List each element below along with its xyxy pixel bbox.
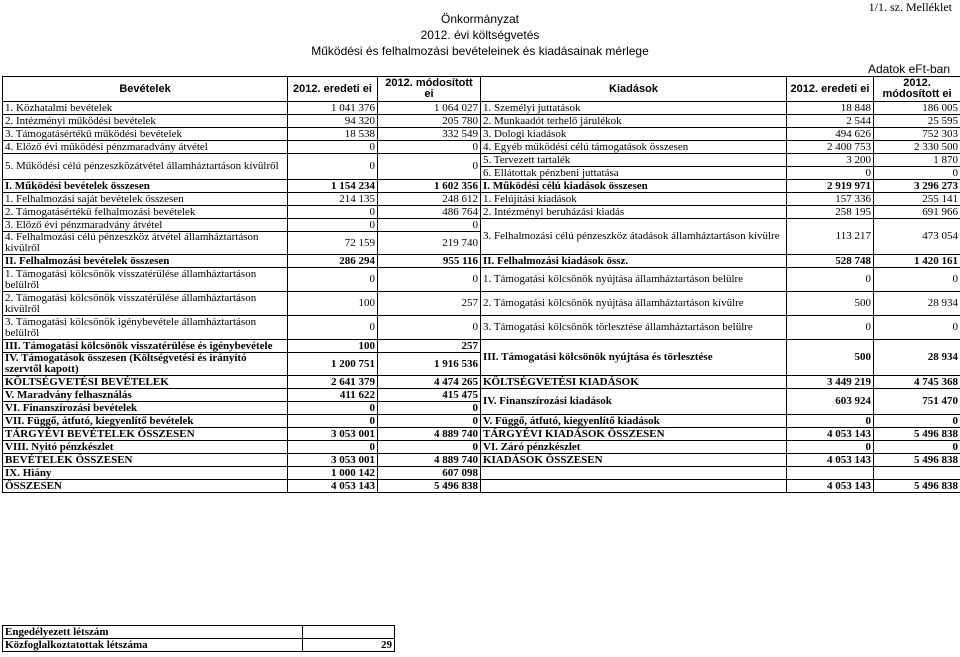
expense-modified: 0	[874, 167, 960, 180]
revenue-modified: 415 475	[378, 389, 481, 402]
table-row	[3, 441, 960, 454]
col-original-estimate: 2012. eredeti ei	[288, 77, 378, 102]
expense-label: 2. Munkaadót terhelő járulékok	[481, 115, 787, 128]
expense-label: 3. Felhalmozási célú pénzeszköz átadások államháztartáson kívülre	[481, 219, 787, 255]
revenue-modified: 607 098	[378, 467, 481, 480]
expense-original: 0	[787, 415, 874, 428]
revenue-label: II. Felhalmozási bevételek összesen	[3, 255, 288, 268]
revenue-label: I. Működési bevételek összesen	[3, 180, 288, 193]
table-row	[3, 292, 960, 316]
table-row	[3, 206, 960, 219]
expense-modified: 25 595	[874, 115, 960, 128]
revenue-label: ÖSSZESEN	[3, 480, 288, 493]
revenue-label: III. Támogatási kölcsönök visszatérülése és igénybevétele	[3, 340, 288, 353]
revenue-label: 2. Támogatási kölcsönök visszatérülése államháztartáson kívülről	[3, 292, 288, 316]
expense-modified	[874, 467, 960, 480]
expense-modified: 4 745 368	[874, 376, 960, 389]
header-budget-year: 2012. évi költségvetés	[420, 28, 540, 42]
table-row	[3, 467, 960, 480]
expense-original: 0	[787, 441, 874, 454]
revenue-label: IX. Hiány	[3, 467, 288, 480]
revenue-modified: 257	[378, 292, 481, 316]
expense-label	[481, 480, 787, 493]
revenue-modified: 248 612	[378, 193, 481, 206]
revenue-label: 5. Működési célú pénzeszközátvétel államháztartáson kívülről	[3, 154, 288, 180]
expense-original: 4 053 143	[787, 428, 874, 441]
expense-modified: 691 966	[874, 206, 960, 219]
expense-original: 113 217	[787, 219, 874, 255]
staff-row-approved	[3, 626, 395, 639]
revenue-original: 0	[288, 206, 378, 219]
revenue-label: VII. Függő, átfutó, kiegyenlítő bevételek	[3, 415, 288, 428]
revenue-modified: 1 064 027	[378, 102, 481, 115]
expense-modified: 2 330 500	[874, 141, 960, 154]
revenue-original: 214 135	[288, 193, 378, 206]
expense-modified: 3 296 273	[874, 180, 960, 193]
revenue-modified: 955 116	[378, 255, 481, 268]
revenue-original: 4 053 143	[288, 480, 378, 493]
expense-modified: 255 141	[874, 193, 960, 206]
revenue-modified: 0	[378, 268, 481, 292]
expense-modified: 5 496 838	[874, 480, 960, 493]
revenue-modified: 4 889 740	[378, 428, 481, 441]
table-row	[3, 340, 960, 353]
staff-approved-value	[303, 626, 395, 639]
expense-original: 4 053 143	[787, 480, 874, 493]
revenue-modified: 0	[378, 141, 481, 154]
expense-label: KÖLTSÉGVETÉSI KIADÁSOK	[481, 376, 787, 389]
staff-row-public-workers	[3, 639, 395, 652]
staff-public-workers-label: Közfoglalkoztatottak létszáma	[3, 639, 303, 652]
expense-original	[787, 467, 874, 480]
unit-label: Adatok eFt-ban	[867, 62, 950, 76]
expense-original: 528 748	[787, 255, 874, 268]
revenue-original: 1 200 751	[288, 353, 378, 376]
revenue-modified: 486 764	[378, 206, 481, 219]
revenue-original: 1 000 142	[288, 467, 378, 480]
table-row	[3, 255, 960, 268]
revenue-modified: 257	[378, 340, 481, 353]
annex-label: 1/1. sz. Melléklet	[868, 0, 952, 14]
revenue-modified: 0	[378, 441, 481, 454]
revenue-original: 100	[288, 292, 378, 316]
revenue-modified: 0	[378, 219, 481, 232]
expense-label: KIADÁSOK ÖSSZESEN	[481, 454, 787, 467]
staff-approved-label: Engedélyezett létszám	[3, 626, 303, 639]
expense-label: 3. Dologi kiadások	[481, 128, 787, 141]
revenue-label: 2. Intézményi működési bevételek	[3, 115, 288, 128]
table-row	[3, 219, 960, 232]
revenue-label: 1. Közhatalmi bevételek	[3, 102, 288, 115]
revenue-label: KÖLTSÉGVETÉSI BEVÉTELEK	[3, 376, 288, 389]
expense-label: 6. Ellátottak pénzbeni juttatása	[481, 167, 787, 180]
table-row	[3, 193, 960, 206]
expense-original: 258 195	[787, 206, 874, 219]
expense-modified: 1 870	[874, 154, 960, 167]
revenue-original: 0	[288, 415, 378, 428]
revenue-original: 18 538	[288, 128, 378, 141]
table-row	[3, 480, 960, 493]
expense-label: I. Működési célú kiadások összesen	[481, 180, 787, 193]
table-row	[3, 454, 960, 467]
expense-label: VI. Záró pénzkészlet	[481, 441, 787, 454]
expense-modified: 473 054	[874, 219, 960, 255]
revenue-modified: 0	[378, 415, 481, 428]
revenue-original: 1 041 376	[288, 102, 378, 115]
expense-modified: 752 303	[874, 128, 960, 141]
table-row	[3, 180, 960, 193]
table-row	[3, 316, 960, 340]
staff-table	[2, 625, 395, 652]
revenue-original: 2 641 379	[288, 376, 378, 389]
revenue-modified: 219 740	[378, 232, 481, 255]
revenue-original: 0	[288, 402, 378, 415]
expense-modified: 186 005	[874, 102, 960, 115]
expense-label: 4. Egyéb működési célú támogatások összesen	[481, 141, 787, 154]
balance-table	[2, 76, 960, 493]
revenue-original: 0	[288, 441, 378, 454]
expense-label: II. Felhalmozási kiadások össz.	[481, 255, 787, 268]
revenue-label: 1. Támogatási kölcsönök visszatérülése államháztartáson belülről	[3, 268, 288, 292]
table-row	[3, 376, 960, 389]
revenue-label: 4. Előző évi működési pénzmaradvány átvétel	[3, 141, 288, 154]
expense-original: 3 449 219	[787, 376, 874, 389]
revenue-original: 3 053 001	[288, 428, 378, 441]
table-header-row	[3, 77, 960, 102]
table-row	[3, 154, 960, 167]
expense-label: 2. Támogatási kölcsönök nyújtása államháztartáson kívülre	[481, 292, 787, 316]
revenue-original: 100	[288, 340, 378, 353]
revenue-label: 3. Előző évi pénzmaradvány átvétel	[3, 219, 288, 232]
expense-original: 500	[787, 340, 874, 376]
expense-label: III. Támogatási kölcsönök nyújtása és törlesztése	[481, 340, 787, 376]
table-row	[3, 389, 960, 402]
expense-original: 4 053 143	[787, 454, 874, 467]
revenue-label: TÁRGYÉVI BEVÉTELEK ÖSSZESEN	[3, 428, 288, 441]
revenue-modified: 332 549	[378, 128, 481, 141]
header-balance-title: Működési és felhalmozási bevételeinek és kiadásainak mérlege	[311, 44, 649, 58]
expense-modified: 5 496 838	[874, 428, 960, 441]
revenue-original: 0	[288, 316, 378, 340]
expense-label: TÁRGYÉVI KIADÁSOK ÖSSZESEN	[481, 428, 787, 441]
revenue-modified: 4 889 740	[378, 454, 481, 467]
col-modified-estimate: 2012. módosított ei	[378, 77, 481, 102]
expense-label: V. Függő, átfutó, kiegyenlítő kiadások	[481, 415, 787, 428]
revenue-modified: 205 780	[378, 115, 481, 128]
revenue-label: 1. Felhalmozási saját bevételek összesen	[3, 193, 288, 206]
expense-label: 5. Tervezett tartalék	[481, 154, 787, 167]
expense-modified: 1 420 161	[874, 255, 960, 268]
revenue-original: 411 622	[288, 389, 378, 402]
expense-modified: 0	[874, 316, 960, 340]
revenue-label: 3. Támogatásértékű működési bevételek	[3, 128, 288, 141]
revenue-original: 0	[288, 141, 378, 154]
expense-original: 603 924	[787, 389, 874, 415]
expense-original: 494 626	[787, 128, 874, 141]
expense-original: 157 336	[787, 193, 874, 206]
table-row	[3, 415, 960, 428]
expense-original: 3 200	[787, 154, 874, 167]
revenue-modified: 4 474 265	[378, 376, 481, 389]
expense-modified: 0	[874, 441, 960, 454]
col-original-estimate-exp: 2012. eredeti ei	[787, 77, 874, 102]
revenue-original: 0	[288, 154, 378, 180]
table-row	[3, 141, 960, 154]
revenue-original: 0	[288, 219, 378, 232]
revenue-modified: 0	[378, 154, 481, 180]
expense-label	[481, 467, 787, 480]
expense-original: 2 544	[787, 115, 874, 128]
col-expenses: Kiadások	[481, 77, 787, 102]
table-row	[3, 268, 960, 292]
revenue-original: 72 159	[288, 232, 378, 255]
table-row	[3, 115, 960, 128]
expense-modified: 0	[874, 415, 960, 428]
expense-original: 500	[787, 292, 874, 316]
revenue-label: IV. Támogatások összesen (Költségvetési és irányító szervtől kapott)	[3, 353, 288, 376]
revenue-label: BEVÉTELEK ÖSSZESEN	[3, 454, 288, 467]
expense-original: 0	[787, 268, 874, 292]
revenue-label: V. Maradvány felhasználás	[3, 389, 288, 402]
revenue-original: 94 320	[288, 115, 378, 128]
revenue-original: 286 294	[288, 255, 378, 268]
staff-public-workers-value: 29	[303, 639, 395, 652]
table-row	[3, 102, 960, 115]
expense-modified: 751 470	[874, 389, 960, 415]
header-municipality: Önkormányzat	[440, 12, 520, 26]
revenue-modified: 0	[378, 402, 481, 415]
revenue-original: 3 053 001	[288, 454, 378, 467]
revenue-modified: 1 916 536	[378, 353, 481, 376]
revenue-original: 0	[288, 268, 378, 292]
expense-label: 1. Támogatási kölcsönök nyújtása államháztartáson belülre	[481, 268, 787, 292]
expense-label: 2. Intézményi beruházási kiadás	[481, 206, 787, 219]
expense-original: 2 400 753	[787, 141, 874, 154]
expense-label: IV. Finanszírozási kiadások	[481, 389, 787, 415]
col-revenues: Bevételek	[3, 77, 288, 102]
revenue-label: VIII. Nyitó pénzkészlet	[3, 441, 288, 454]
revenue-modified: 1 602 356	[378, 180, 481, 193]
expense-label: 1. Felújítási kiadások	[481, 193, 787, 206]
expense-original: 18 848	[787, 102, 874, 115]
expense-modified: 0	[874, 268, 960, 292]
revenue-modified: 5 496 838	[378, 480, 481, 493]
revenue-label: 2. Támogatásértékű felhalmozási bevételek	[3, 206, 288, 219]
table-row	[3, 128, 960, 141]
revenue-original: 1 154 234	[288, 180, 378, 193]
revenue-label: VI. Finanszírozási bevételek	[3, 402, 288, 415]
revenue-label: 3. Támogatási kölcsönök igénybevétele államháztartáson belülről	[3, 316, 288, 340]
expense-label: 3. Támogatási kölcsönök törlesztése államháztartáson belülre	[481, 316, 787, 340]
expense-original: 2 919 971	[787, 180, 874, 193]
expense-modified: 5 496 838	[874, 454, 960, 467]
expense-modified: 28 934	[874, 292, 960, 316]
expense-modified: 28 934	[874, 340, 960, 376]
expense-original: 0	[787, 316, 874, 340]
revenue-modified: 0	[378, 316, 481, 340]
revenue-label: 4. Felhalmozási célú pénzeszköz átvétel államháztartáson kívülről	[3, 232, 288, 255]
table-row	[3, 428, 960, 441]
col-modified-estimate-exp: 2012. módosított ei	[874, 77, 960, 102]
expense-label: 1. Személyi juttatások	[481, 102, 787, 115]
expense-original: 0	[787, 167, 874, 180]
